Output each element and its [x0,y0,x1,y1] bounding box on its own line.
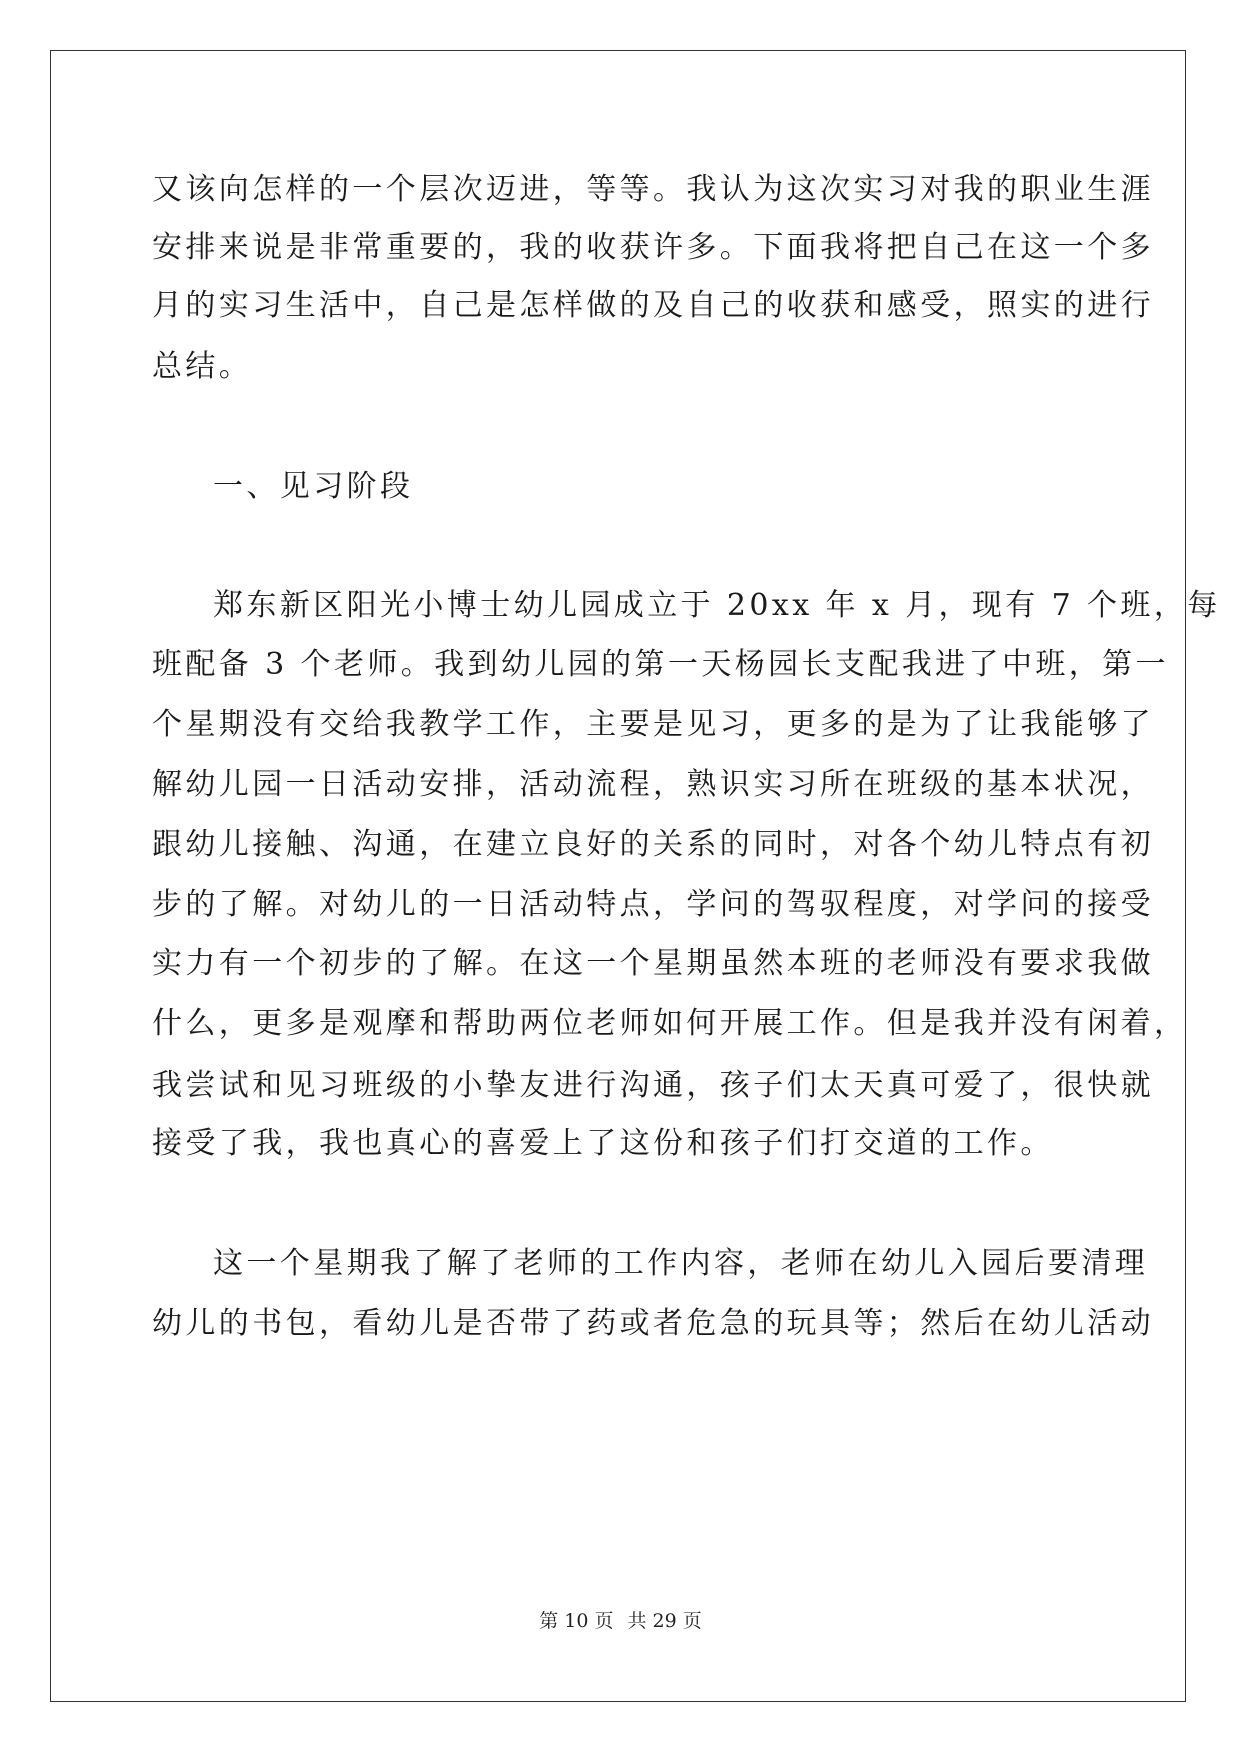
page-number: 第 10 页 [539,1610,614,1632]
body-line: 实力有一个初步的了解。在这一个星期虽然本班的老师没有要求我做 [152,946,1154,981]
body-line: 幼儿的书包，看幼儿是否带了药或者危急的玩具等；然后在幼儿活动 [152,1306,1154,1341]
body-line: 这一个星期我了解了老师的工作内容，老师在幼儿入园后要清理 [213,1246,1149,1281]
body-line: 解幼儿园一日活动安排，活动流程，熟识实习所在班级的基本状况， [152,767,1154,802]
body-line: 班配备 3 个老师。我到幼儿园的第一天杨园长支配我进了中班，第一 [152,647,1169,682]
body-line: 接受了我，我也真心的喜爱上了这份和孩子们打交道的工作。 [152,1126,1054,1161]
page-total: 共 29 页 [627,1610,702,1632]
body-line: 总结。 [152,349,253,384]
body-line: 月的实习生活中，自己是怎样做的及自己的收获和感受，照实的进行 [152,288,1154,323]
body-line: 郑东新区阳光小博士幼儿园成立于 20xx 年 x 月，现有 7 个班，每 [213,588,1221,623]
body-line: 步的了解。对幼儿的一日活动特点，学问的驾驭程度，对学问的接受 [152,887,1154,922]
body-line: 什么，更多是观摩和帮助两位老师如何开展工作。但是我并没有闲着， [152,1006,1188,1041]
body-line: 安排来说是非常重要的，我的收获许多。下面我将把自己在这一个多 [152,230,1154,265]
body-line: 我尝试和见习班级的小挚友进行沟通，孩子们太天真可爱了，很快就 [152,1068,1154,1103]
page-footer [0,1606,1241,1633]
body-line: 跟幼儿接触、沟通，在建立良好的关系的同时，对各个幼儿特点有初 [152,827,1154,862]
section-heading: 一、见习阶段 [213,469,414,504]
body-line: 又该向怎样的一个层次迈进，等等。我认为这次实习对我的职业生涯 [152,172,1154,207]
body-line: 个星期没有交给我教学工作，主要是见习，更多的是为了让我能够了 [152,707,1154,742]
